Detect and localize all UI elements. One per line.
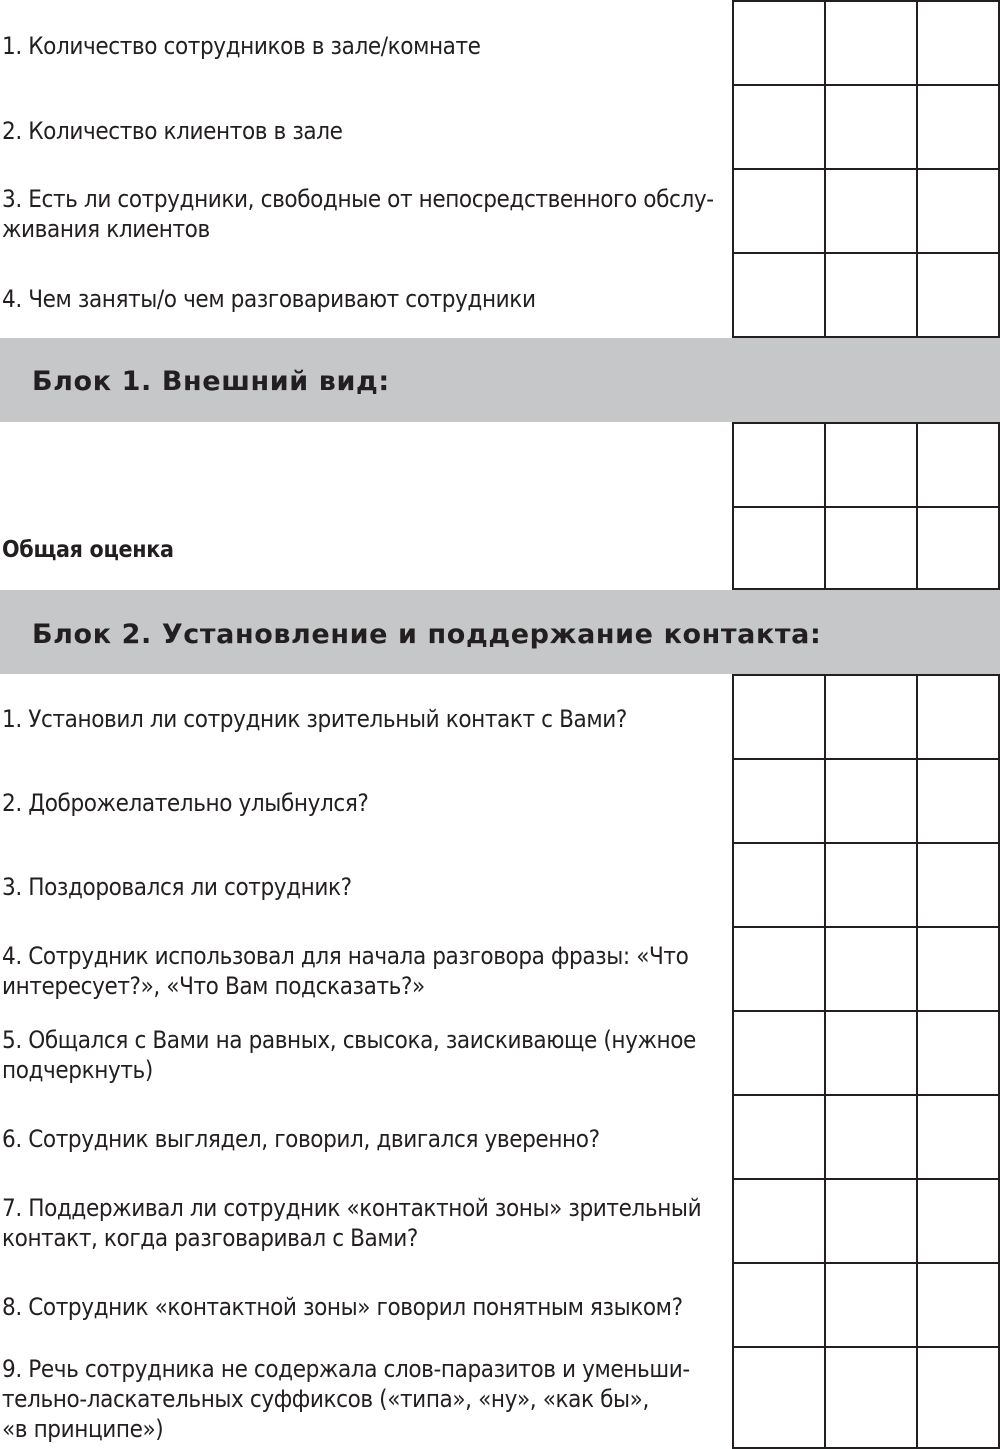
answer-cells [732, 1262, 1000, 1348]
answer-cell[interactable] [916, 1262, 1000, 1348]
answer-cells [732, 168, 1000, 254]
answer-cells [732, 1346, 1000, 1449]
answer-cell[interactable] [916, 252, 1000, 338]
answer-cells [732, 1178, 1000, 1264]
answer-cell[interactable] [732, 1178, 826, 1264]
answer-cells [732, 758, 1000, 844]
question-text: 9. Речь сотрудника не содержала слов-паразитов и уменьши- тельно-ласкательных суффиксов («типа», «ну», «как бы», «в принципе») [2, 1355, 690, 1443]
answer-cell[interactable] [824, 842, 918, 928]
answer-cell[interactable] [824, 252, 918, 338]
answer-cell[interactable] [824, 506, 918, 590]
question-text: 2. Количество клиентов в зале [2, 117, 343, 145]
answer-cell[interactable] [824, 674, 918, 760]
answer-cell[interactable] [732, 1346, 826, 1449]
answer-cell[interactable] [824, 168, 918, 254]
answer-cell[interactable] [732, 168, 826, 254]
answer-cell[interactable] [916, 842, 1000, 928]
answer-cell[interactable] [824, 1178, 918, 1264]
answer-cells [732, 252, 1000, 338]
answer-cell[interactable] [824, 1346, 918, 1449]
table-row [0, 84, 1000, 170]
block1-header [0, 338, 1000, 422]
answer-cell[interactable] [732, 252, 826, 338]
answer-cell[interactable] [824, 1262, 918, 1348]
question-text: 1. Установил ли сотрудник зрительный контакт с Вами? [2, 705, 627, 733]
answer-cell[interactable] [732, 842, 826, 928]
answer-cell[interactable] [824, 422, 918, 508]
answer-cells [732, 1010, 1000, 1096]
answer-cell[interactable] [916, 506, 1000, 590]
table-row [0, 674, 1000, 760]
table-row [0, 842, 1000, 928]
answer-cell[interactable] [732, 1010, 826, 1096]
answer-cells [732, 0, 1000, 86]
answer-cells [732, 506, 1000, 590]
question-text: 1. Количество сотрудников в зале/комнате [2, 32, 481, 60]
table-row [0, 168, 1000, 254]
table-row [0, 1094, 1000, 1180]
block1-title: Блок 1. Внешний вид: [32, 366, 390, 397]
answer-cell[interactable] [732, 926, 826, 1012]
answer-cell[interactable] [732, 0, 826, 86]
block2-title: Блок 2. Установление и поддержание контакта: [32, 619, 822, 650]
table-row [0, 1262, 1000, 1348]
answer-cells [732, 926, 1000, 1012]
question-text: 2. Доброжелательно улыбнулся? [2, 789, 369, 817]
question-text: 5. Общался с Вами на равных, свысока, заискивающе (нужное подчеркнуть) [2, 1026, 696, 1084]
block2-header [0, 590, 1000, 674]
answer-cell[interactable] [916, 1010, 1000, 1096]
answer-cells [732, 422, 1000, 508]
answer-cell[interactable] [732, 674, 826, 760]
answer-cell[interactable] [824, 0, 918, 86]
answer-cell[interactable] [916, 926, 1000, 1012]
table-row [0, 926, 1000, 1012]
answer-cell[interactable] [824, 84, 918, 170]
answer-cells [732, 674, 1000, 760]
question-text: 4. Чем заняты/о чем разговаривают сотрудники [2, 285, 536, 313]
question-text: 3. Есть ли сотрудники, свободные от непосредственного обслу- живания клиентов [2, 185, 714, 243]
question-text: 8. Сотрудник «контактной зоны» говорил понятным языком? [2, 1293, 683, 1321]
answer-cell[interactable] [916, 0, 1000, 86]
table-row [0, 1346, 1000, 1449]
answer-cell[interactable] [732, 1262, 826, 1348]
table-row [0, 252, 1000, 338]
question-text: 6. Сотрудник выглядел, говорил, двигался уверенно? [2, 1125, 600, 1153]
answer-cell[interactable] [732, 84, 826, 170]
answer-cell[interactable] [916, 422, 1000, 508]
answer-cell[interactable] [824, 1094, 918, 1180]
answer-cell[interactable] [732, 422, 826, 508]
question-text: 4. Сотрудник использовал для начала разговора фразы: «Что интересует?», «Что Вам подсказать?» [2, 942, 689, 1000]
answer-cell[interactable] [824, 1010, 918, 1096]
answer-cell[interactable] [824, 758, 918, 844]
answer-cell[interactable] [732, 758, 826, 844]
overall-score-label: Общая оценка [2, 537, 174, 563]
table-row [0, 1178, 1000, 1264]
answer-cell[interactable] [916, 674, 1000, 760]
table-row [0, 758, 1000, 844]
table-row [0, 422, 1000, 508]
answer-cell[interactable] [916, 758, 1000, 844]
answer-cell[interactable] [916, 168, 1000, 254]
answer-cell[interactable] [916, 1346, 1000, 1449]
answer-cells [732, 84, 1000, 170]
answer-cells [732, 1094, 1000, 1180]
table-row [0, 1010, 1000, 1096]
answer-cell[interactable] [916, 84, 1000, 170]
answer-cell[interactable] [732, 506, 826, 590]
answer-cells [732, 842, 1000, 928]
answer-cell[interactable] [824, 926, 918, 1012]
table-row [0, 0, 1000, 86]
answer-cell[interactable] [916, 1094, 1000, 1180]
table-row [0, 506, 1000, 590]
answer-cell[interactable] [916, 1178, 1000, 1264]
question-text: 7. Поддерживал ли сотрудник «контактной зоны» зрительный контакт, когда разговаривал с Вами? [2, 1194, 702, 1252]
question-text: 3. Поздоровался ли сотрудник? [2, 873, 352, 901]
answer-cell[interactable] [732, 1094, 826, 1180]
